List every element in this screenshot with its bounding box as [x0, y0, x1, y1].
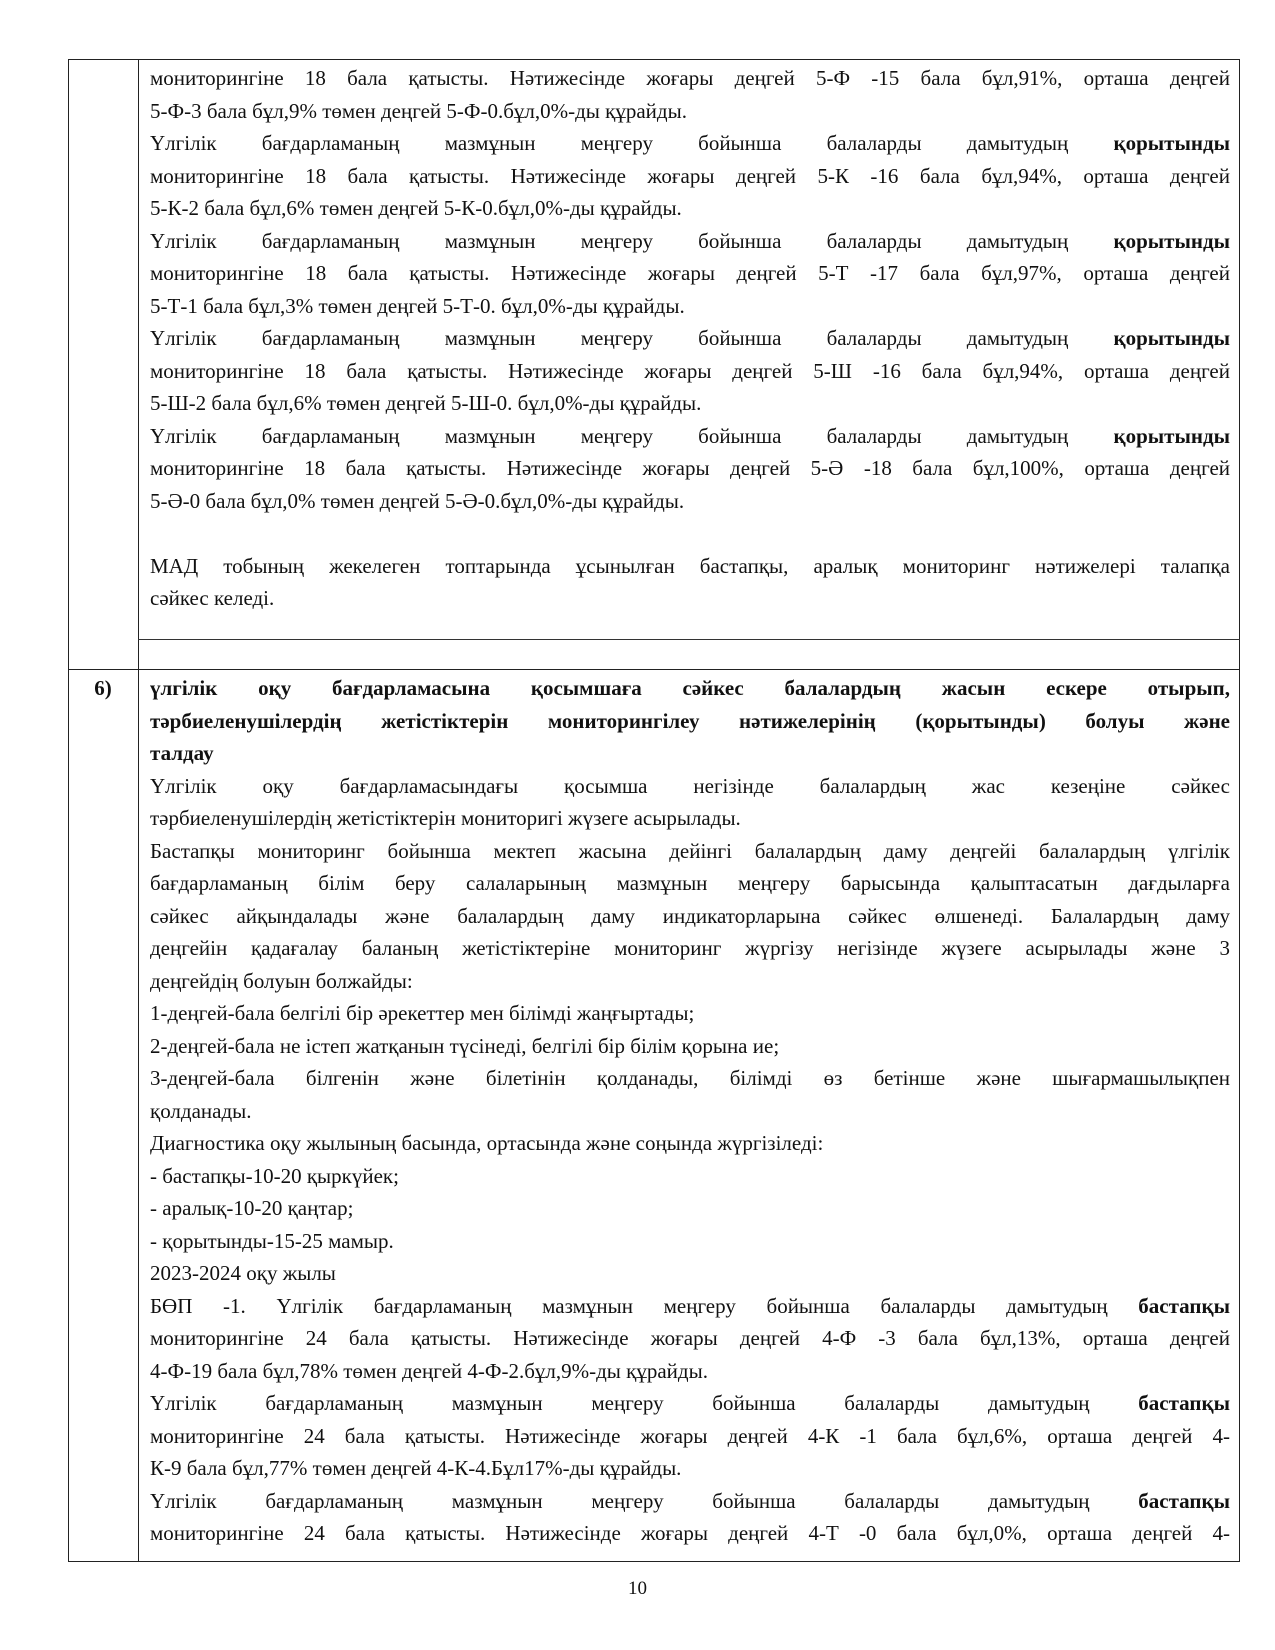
text-line: [150, 1160, 1230, 1193]
section-number: 6): [94, 676, 112, 700]
text-line: [150, 997, 1230, 1030]
line-text: бағдарламаның білім беру салаларының мазмұнын меңгеру барысында қалыптасатын дағдыларға: [150, 871, 1230, 895]
text-line: [150, 802, 1230, 835]
bold-term: қорытынды: [1113, 131, 1230, 155]
text-line: [150, 1420, 1230, 1453]
empty-cell-divider: [138, 639, 1240, 640]
line-text: 2-деңгей-бала не істеп жатқанын түсінеді, белгілі бір білім қорына ие;: [150, 1033, 780, 1058]
page-number: 10: [628, 1578, 647, 1599]
line-text: мониторингіне 18 бала қатысты. Нәтижесінде жоғары деңгей 5-Ф -15 бала бұл,91%, орташа деңгей: [150, 66, 1230, 90]
text-line: [150, 452, 1230, 485]
bold-term: бастапқы: [1138, 1293, 1230, 1318]
text-line: [150, 582, 1230, 615]
bold-term: қорытынды: [1113, 423, 1230, 448]
line-text: 5-Ф-3 бала бұл,9% төмен деңгей 5-Ф-0.бұл,0%-ды құрайды.: [150, 98, 687, 123]
bold-term: қорытынды: [1113, 228, 1230, 253]
text-line: [150, 1192, 1230, 1225]
line-text: Үлгілік бағдарламаның мазмұнын меңгеру бойынша балаларды дамытудың: [150, 131, 1069, 155]
text-line: [150, 192, 1230, 225]
line-text: тәрбиеленушілердің жетістіктерін мониторигі жүзеге асырылады.: [150, 806, 741, 830]
line-text: қолданады.: [150, 1098, 252, 1123]
text-line: [150, 835, 1230, 868]
line-text: мониторингіне 24 бала қатысты. Нәтижесінде жоғары деңгей 4-Т -0 бала бұл,0%, орташа деңгей 4-: [150, 1521, 1230, 1545]
text-line: [150, 932, 1230, 965]
line-text: 5-К-2 бала бұл,6% төмен деңгей 5-К-0.бұл,0%-ды құрайды.: [150, 196, 682, 220]
line-text: Үлгілік оқу бағдарламасындағы қосымша негізінде балалардың жас кезеңіне сәйкес: [150, 773, 1230, 798]
line-text: 5-Т-1 бала бұл,3% төмен деңгей 5-Т-0. бұл,0%-ды құрайды.: [150, 293, 685, 318]
section-heading: [150, 672, 1230, 770]
text-line: [150, 257, 1230, 290]
line-text: МАД тобының жекелеген топтарында ұсынылған бастапқы, аралық мониторинг нәтижелері талапқа: [150, 553, 1230, 578]
line-text: мониторингіне 18 бала қатысты. Нәтижесінде жоғары деңгей 5-Ә -18 бала бұл,100%, орташа деңгей: [150, 456, 1230, 480]
top-cell-text: [150, 62, 1230, 615]
text-line: [150, 965, 1230, 998]
line-text: 2023-2024 оқу жылы: [150, 1261, 336, 1285]
line-text: Үлгілік бағдарламаның мазмұнын меңгеру бойынша балаларды дамытудың: [150, 228, 1069, 253]
line-text: Үлгілік бағдарламаның мазмұнын меңгеру бойынша балаларды дамытудың: [150, 1391, 1090, 1415]
text-line: [150, 1517, 1230, 1550]
line-text: 3-деңгей-бала білгенін және білетінін қолданады, білімді өз бетінше және шығармашылықпен: [150, 1066, 1230, 1090]
text-line: [150, 1290, 1230, 1323]
text-line: [150, 485, 1230, 518]
text-line: [150, 1355, 1230, 1388]
line-text: К-9 бала бұл,77% төмен деңгей 4-К-4.Бұл17%-ды құрайды.: [150, 1456, 682, 1480]
line-text: 5-Ш-2 бала бұл,6% төмен деңгей 5-Ш-0. бұл,0%-ды құрайды.: [150, 391, 702, 415]
line-text: Үлгілік бағдарламаның мазмұнын меңгеру бойынша балаларды дамытудың: [150, 326, 1069, 350]
line-text: деңгейдің болуын болжайды:: [150, 968, 413, 993]
text-line: [150, 1452, 1230, 1485]
text-line: [150, 1062, 1230, 1095]
text-line: [150, 1387, 1230, 1420]
line-text: мониторингіне 24 бала қатысты. Нәтижесінде жоғары деңгей 4-К -1 бала бұл,6%, орташа деңгей 4-: [150, 1423, 1230, 1448]
line-text: 4-Ф-19 бала бұл,78% төмен деңгей 4-Ф-2.бұл,9%-ды құрайды.: [150, 1358, 708, 1383]
text-line: [150, 387, 1230, 420]
text-line: [150, 160, 1230, 193]
text-line: [150, 900, 1230, 933]
line-text: мониторингіне 18 бала қатысты. Нәтижесінде жоғары деңгей 5-Ш -16 бала бұл,94%, орташа деңгей: [150, 358, 1230, 383]
line-text: - қорытынды-15-25 мамыр.: [150, 1228, 394, 1253]
column-divider: [138, 59, 139, 1562]
text-line: [150, 1095, 1230, 1128]
text-line: [150, 1127, 1230, 1160]
text-line: [150, 95, 1230, 128]
line-text: Диагностика оқу жылының басында, ортасында және соңында жүргізіледі:: [150, 1131, 824, 1155]
line-text: деңгейін қадағалау баланың жетістіктеріне мониторинг жүргізу негізінде жүзеге асырылады және 3: [150, 936, 1230, 960]
line-text: мониторингіне 18 бала қатысты. Нәтижесінде жоғары деңгей 5-К -16 бала бұл,94%, орташа деңгей: [150, 163, 1230, 188]
text-line: [150, 355, 1230, 388]
line-text: Үлгілік бағдарламаның мазмұнын меңгеру бойынша балаларды дамытудың: [150, 1488, 1090, 1513]
heading-line: тәрбиеленушілердің жетістіктерін мониторингілеу нәтижелерінің (қорытынды) болуы және: [150, 708, 1230, 733]
text-line: [150, 1322, 1230, 1355]
text-line: [150, 62, 1230, 95]
text-line: [150, 1225, 1230, 1258]
line-text: сәйкес айқындалады және балалардың даму индикаторларына сәйкес өлшенеді. Балалардың даму: [150, 903, 1230, 928]
text-line: [150, 550, 1230, 583]
line-text: мониторингіне 18 бала қатысты. Нәтижесінде жоғары деңгей 5-Т -17 бала бұл,97%, орташа деңгей: [150, 261, 1230, 285]
text-line: [150, 290, 1230, 323]
line-text: сәйкес келеді.: [150, 586, 275, 610]
text-line: [150, 127, 1230, 160]
text-line: [150, 1485, 1230, 1518]
line-text: - аралық-10-20 қаңтар;: [150, 1196, 354, 1220]
row-divider: [68, 669, 1240, 670]
text-line: [150, 225, 1230, 258]
text-line: [150, 420, 1230, 453]
line-text: Бастапқы мониторинг бойынша мектеп жасына дейінгі балалардың даму деңгейі балалардың үлгілік: [150, 838, 1230, 863]
line-text: Үлгілік бағдарламаның мазмұнын меңгеру бойынша балаларды дамытудың: [150, 423, 1069, 448]
line-text: 5-Ә-0 бала бұл,0% төмен деңгей 5-Ә-0.бұл,0%-ды құрайды.: [150, 488, 685, 513]
line-text: 1-деңгей-бала белгілі бір әрекеттер мен білімді жаңғыртады;: [150, 1001, 695, 1025]
text-line: [150, 1257, 1230, 1290]
text-line: [150, 867, 1230, 900]
bold-term: қорытынды: [1113, 326, 1230, 350]
heading-line: талдау: [150, 741, 214, 765]
heading-line: үлгілік оқу бағдарламасына қосымшаға сәйкес балалардың жасын ескере отырып,: [150, 676, 1230, 700]
line-text: БӨП -1. Үлгілік бағдарламаның мазмұнын меңгеру бойынша балаларды дамытудың: [150, 1293, 1139, 1318]
line-text: мониторингіне 24 бала қатысты. Нәтижесінде жоғары деңгей 4-Ф -3 бала бұл,13%, орташа деңгей: [150, 1326, 1230, 1350]
bold-term: бастапқы: [1138, 1391, 1230, 1415]
section-6-content: [150, 672, 1230, 1550]
section-body: [150, 770, 1230, 1550]
line-text: - бастапқы-10-20 қыркүйек;: [150, 1163, 399, 1188]
text-line: [150, 770, 1230, 803]
text-line: [150, 517, 1230, 550]
line-text: [150, 521, 155, 545]
text-line: [150, 322, 1230, 355]
bold-term: бастапқы: [1138, 1488, 1230, 1513]
text-line: [150, 1030, 1230, 1063]
